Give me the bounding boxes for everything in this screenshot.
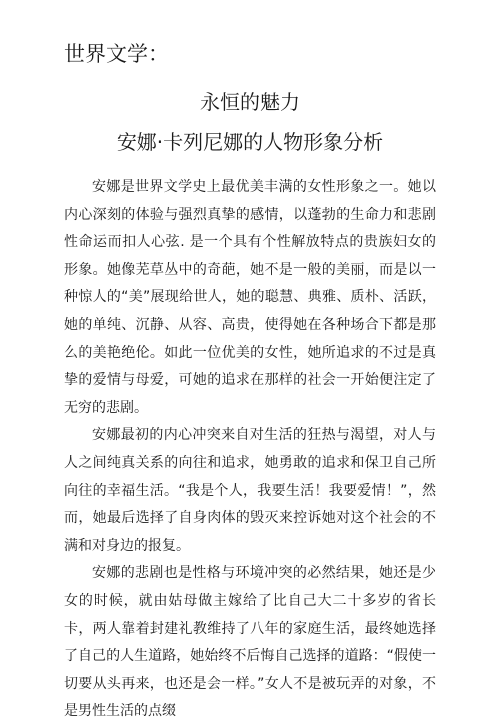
paragraph-2: 安娜最初的内心冲突来自对生活的狂热与渴望，对人与人之间纯真关系的向往和追求，她勇敢的追求和保卫自己所向往的幸福生活。“我是个人，我要生活！我要爱情！”，然而，她最后选择了自身肉体的毁灭来控诉她对这个社会的不满和对身边的报复。: [64, 427, 436, 554]
paragraph-3: 安娜的悲剧也是性格与环境冲突的必然结果，她还是少女的时候，就由姑母做主嫁给了比自己大二十多岁的省长卡，两人靠着封建礼教维持了八年的家庭生活，最终她选择了自己的人生道路，她始终不后悔自己选择的道路：“假使一切要从头再来，也还是会一样。”女人不是被玩弄的对象，不是男性生活的点缀: [64, 565, 436, 720]
document-title: 永恒的魅力: [200, 90, 300, 114]
paragraph-1: 安娜是世界文学史上最优美丰满的女性形象之一。她以内心深刻的体验与强烈真挚的感情，以蓬勃的生命力和悲剧性命运而扣人心弦. 是一个具有个性解放特点的贵族妇女的形象。她像芜草丛中的奇葩，她不是一般的美丽，而是以一种惊人的“美”展现给世人，她的聪慧、典雅、质朴、活跃，她的单纯、沉静、从容、高贵，使得她在各种场合下都是那么的美艳绝伦。如此一位优美的女性，她所追求的不过是真挚的爱情与母爱，可她的追求在那样的社会一开始便注定了无穷的悲剧。: [64, 179, 436, 416]
section-label: 世界文学：: [64, 42, 169, 66]
document-subtitle: 安娜·卡列尼娜的人物形象分析: [116, 130, 384, 154]
